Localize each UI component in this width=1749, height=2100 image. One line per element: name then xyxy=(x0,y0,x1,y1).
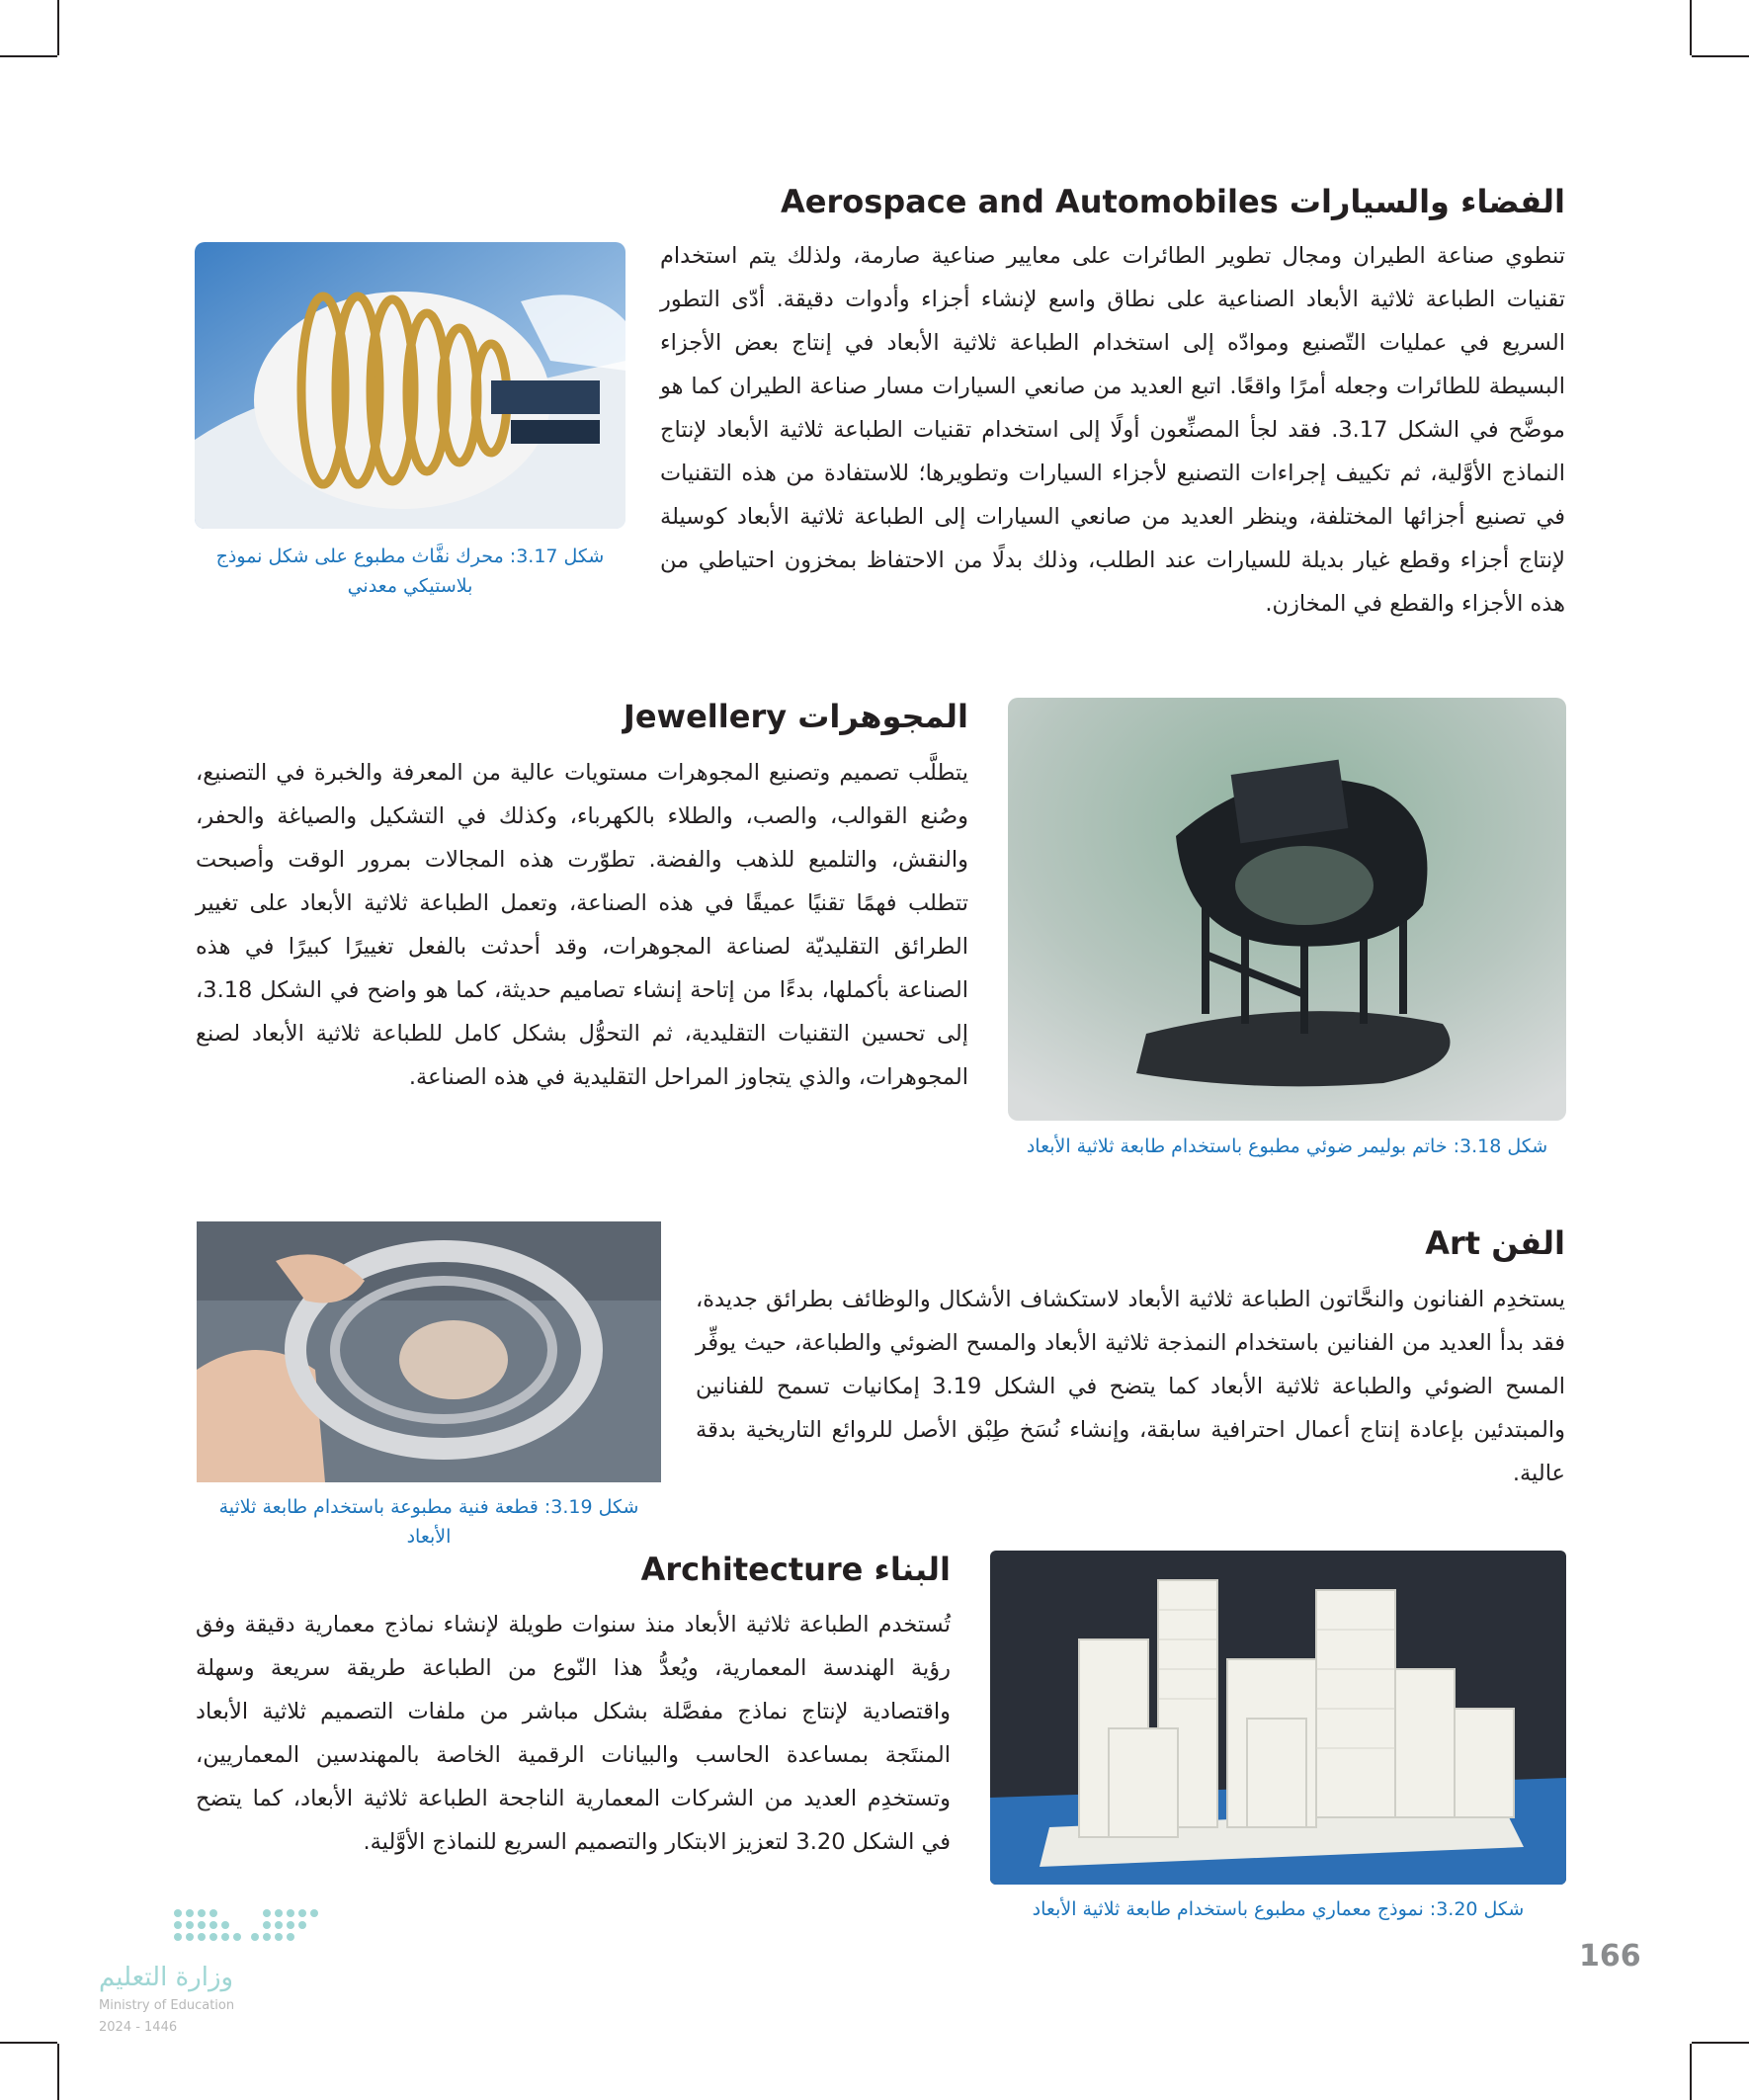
crop-mark xyxy=(1690,2044,1692,2100)
figure-ring xyxy=(1008,698,1566,1121)
section-heading-architecture: البناء Architecture xyxy=(640,1551,951,1588)
figure-jet-engine xyxy=(195,242,625,529)
section-body-architecture: تُستخدم الطباعة ثلاثية الأبعاد منذ سنوات طويلة لإنشاء نماذج معمارية دقيقة وفق رؤية الهندسة المعمارية، ويُعدُّ هذا النّوع من الطباعة طريقة سريعة وسهلة واقتصادية لإنتاج نماذج مفصَّلة بشكل مباشر من ملفات التصميم ثلاثية الأبعاد المنتَجة بمساعدة الحاسب والبيانات الرقمية الخاصة بالمهندسين المعماريين، وتستخدِم العديد من الشركات المعمارية الناجحة الطباعة ثلاثية الأبعاد، كما يتضح في الشكل 3.20 لتعزيز الابتكار والتصميم السريع للنماذج الأوَّلية. xyxy=(196,1612,951,1855)
section-heading-jewellery: المجوهرات Jewellery xyxy=(623,698,968,735)
crop-mark xyxy=(1690,0,1692,55)
ministry-logo-icon xyxy=(168,1903,326,1953)
edition-year: 2024 - 1446 xyxy=(99,2020,178,2035)
crop-mark xyxy=(57,2044,59,2100)
figure-architecture-model xyxy=(990,1551,1566,1885)
figure-caption-3-17: شكل 3.17: محرك نفَّاث مطبوع على شكل نموذج بلاستيكي معدني xyxy=(215,546,605,597)
crop-mark xyxy=(0,55,57,57)
ministry-name-arabic: وزارة التعليم xyxy=(99,1963,234,1992)
figure-art-piece xyxy=(197,1221,661,1482)
section-body-art: يستخدِم الفنانون والنحَّاتون الطباعة ثلاثية الأبعاد لاستكشاف الأشكال والوظائف بطرائق جديدة، فقد بدأ العديد من الفنانين باستخدام النمذجة ثلاثية الأبعاد والمسح الضوئي والطباعة، حيث يوفِّر المسح الضوئي والطباعة ثلاثية الأبعاد كما يتضح في الشكل 3.19 إمكانيات تسمح للفنانين والمبتدئين بإعادة إنتاج أعمال احترافية سابقة، وإنشاء نُسَخ طِبْق الأصل للروائع التاريخية بدقة عالية. xyxy=(696,1287,1565,1486)
section-body-aerospace: تنطوي صناعة الطيران ومجال تطوير الطائرات على معايير صناعية صارمة، ولذلك يتم استخدام تقنيات الطباعة ثلاثية الأبعاد الصناعية على نطاق واسع لإنشاء أجزاء وأدوات دقيقة. أدّى التطور السريع في عمليات التّصنيع وموادّه إلى استخدام الطباعة ثلاثية الأبعاد في إنتاج بعض الأجزاء البسيطة للطائرات وجعله أمرًا واقعًا. اتبع العديد من صانعي السيارات مسار صناعة الطيران كما هو موضَّح في الشكل 3.17. فقد لجأ المصنِّعون أولًا إلى استخدام تقنيات الطباعة ثلاثية الأبعاد لإنتاج النماذج الأوَّلية، ثم تكييف إجراءات التصنيع لأجزاء السيارات وتطويرها؛ للاستفادة من هذه التقنيات في تصنيع أجزائها المختلفة، وينظر العديد من صانعي السيارات إلى الطباعة ثلاثية الأبعاد كوسيلة لإنتاج أجزاء وقطع غيار بديلة للسيارات عند الطلب، وذلك بدلًا من الاحتفاظ بمخزون احتياطي من هذه الأجزاء والقطع في المخازن. xyxy=(660,243,1565,617)
section-heading-aerospace: الفضاء والسيارات Aerospace and Automobiles xyxy=(780,183,1565,220)
crop-mark xyxy=(57,0,59,55)
ministry-name-english: Ministry of Education xyxy=(99,1998,235,2013)
crop-mark xyxy=(1692,2042,1749,2044)
section-heading-art: الفن Art xyxy=(1425,1224,1565,1262)
figure-caption-3-20: شكل 3.20: نموذج معماري مطبوع باستخدام طابعة ثلاثية الأبعاد xyxy=(1032,1898,1525,1920)
figure-caption-3-18: شكل 3.18: خاتم بوليمر ضوئي مطبوع باستخدام طابعة ثلاثية الأبعاد xyxy=(1026,1135,1548,1157)
page-number: 166 xyxy=(1579,1939,1641,1974)
section-body-jewellery: يتطلَّب تصميم وتصنيع المجوهرات مستويات عالية من المعرفة والخبرة في التصنيع، وصُنع القوالب، والصب، والطلاء بالكهرباء، وكذلك في التشكيل والصياغة والحفر، والنقش، والتلميع للذهب والفضة. تطوّرت هذه المجالات بمرور الوقت وأصبحت تتطلب فهمًا تقنيًا عميقًا في هذه الصناعة، وتعمل الطباعة ثلاثية الأبعاد على تغيير الطرائق التقليديّة لصناعة المجوهرات، وقد أحدثت بالفعل تغييرًا كبيرًا في هذه الصناعة بأكملها، بدءًا من إتاحة إنشاء تصاميم حديثة، كما هو واضح في الشكل 3.18، إلى تحسين التقنيات التقليدية، ثم التحوُّل بشكل كامل للطباعة ثلاثية الأبعاد لصنع المجوهرات، والذي يتجاوز المراحل التقليدية في هذه الصناعة. xyxy=(196,760,968,1090)
figure-caption-3-19: شكل 3.19: قطعة فنية مطبوعة باستخدام طابعة ثلاثية الأبعاد xyxy=(218,1496,639,1548)
crop-mark xyxy=(1692,55,1749,57)
crop-mark xyxy=(0,2042,57,2044)
